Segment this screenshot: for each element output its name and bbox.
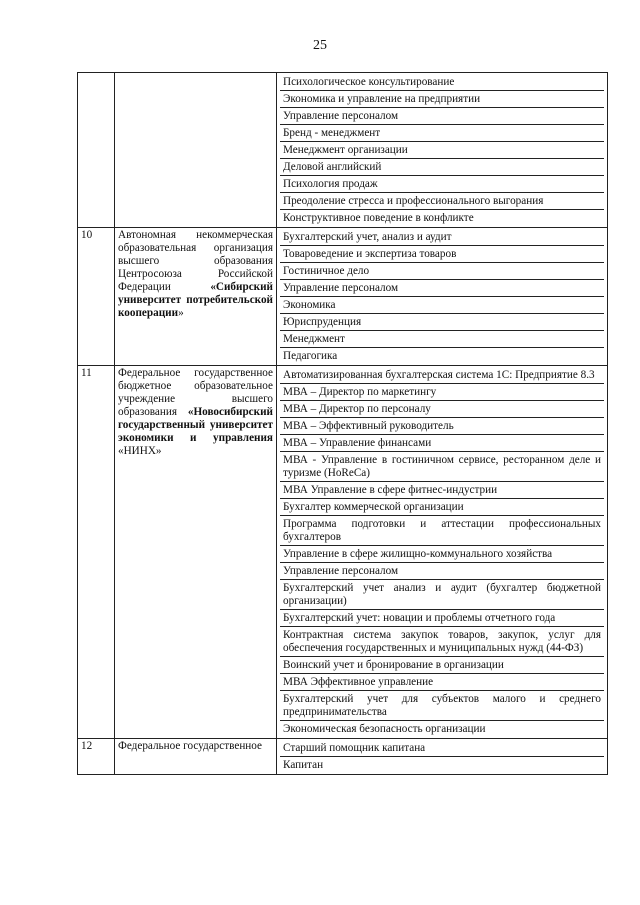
program-row — [280, 401, 604, 418]
program-name: Бухгалтерский учет, анализ и аудит — [283, 231, 452, 243]
table-row — [78, 73, 608, 228]
program-name: МВА – Эффективный руководитель — [280, 418, 604, 435]
program-name: Менеджмент — [280, 331, 604, 348]
organization-name-bold: «Новосибирский государственный университет экономики и управления — [118, 406, 273, 444]
program-row — [280, 108, 604, 125]
programs-cell — [277, 73, 608, 228]
organization-name: Федеральное государственное бюджетное образовательное учреждение высшего образования — [118, 367, 273, 418]
organizations-table — [77, 72, 608, 775]
program-name: Бухгалтерский учет: новации и проблемы отчетного года — [280, 610, 604, 627]
program-row — [280, 367, 604, 384]
program-row — [280, 721, 604, 738]
program-name: Старший помощник капитана — [283, 742, 426, 754]
program-row — [280, 142, 604, 159]
program-row — [280, 563, 604, 580]
program-row — [280, 546, 604, 563]
program-name: МВА Управление в сфере фитнес-индустрии — [280, 482, 604, 499]
program-name: МВА – Директор по персоналу — [280, 401, 604, 418]
program-name: Бухгалтерский учет для субъектов малого и среднего предпринимательства — [280, 691, 604, 721]
program-name: Капитан — [280, 757, 604, 774]
program-name: Психологическое консультирование — [283, 76, 455, 88]
program-name: Психология продаж — [280, 176, 604, 193]
programs-list — [280, 367, 604, 737]
program-row — [280, 331, 604, 348]
program-row — [280, 125, 604, 142]
program-row — [280, 452, 604, 482]
program-row — [280, 91, 604, 108]
organization-cell — [115, 366, 277, 739]
program-row — [280, 516, 604, 546]
row-number: 10 — [78, 228, 115, 366]
program-name: Менеджмент организации — [280, 142, 604, 159]
program-name: Товароведение и экспертиза товаров — [280, 246, 604, 263]
programs-cell — [277, 739, 608, 775]
program-row — [280, 418, 604, 435]
program-name: МВА Эффективное управление — [280, 674, 604, 691]
program-name: Управление в сфере жилищно-коммунального хозяйства — [280, 546, 604, 563]
program-name: МВА – Управление финансами — [280, 435, 604, 452]
program-row — [280, 280, 604, 297]
programs-cell — [277, 228, 608, 366]
organization-name-suffix: «НИНХ» — [118, 445, 162, 457]
program-row — [280, 580, 604, 610]
program-row — [280, 757, 604, 774]
page-number: 25 — [313, 38, 327, 53]
program-row — [280, 159, 604, 176]
organization-name-suffix: » — [178, 307, 184, 319]
program-row — [280, 740, 604, 757]
program-row — [280, 193, 604, 210]
program-row — [280, 314, 604, 331]
program-row — [280, 246, 604, 263]
program-name: Управление персоналом — [280, 108, 604, 125]
program-name: Экономика — [280, 297, 604, 314]
program-row — [280, 348, 604, 365]
program-name: Гостиничное дело — [280, 263, 604, 280]
program-name: Воинский учет и бронирование в организации — [280, 657, 604, 674]
program-row — [280, 263, 604, 280]
program-name: Деловой английский — [280, 159, 604, 176]
row-number — [78, 73, 115, 228]
program-row — [280, 384, 604, 401]
table-row — [78, 366, 608, 739]
program-row — [280, 482, 604, 499]
programs-list — [280, 74, 604, 226]
program-row — [280, 74, 604, 91]
program-name: Управление персоналом — [280, 280, 604, 297]
program-row — [280, 176, 604, 193]
program-name: Управление персоналом — [280, 563, 604, 580]
table-row — [78, 739, 608, 775]
program-row — [280, 674, 604, 691]
programs-list — [280, 740, 604, 773]
program-name: Экономическая безопасность организации — [280, 721, 604, 738]
row-number: 12 — [78, 739, 115, 775]
program-name: Контрактная система закупок товаров, закупок, услуг для обеспечения государственных и муниципальных нужд (44-ФЗ) — [280, 627, 604, 657]
program-row — [280, 229, 604, 246]
programs-cell — [277, 366, 608, 739]
program-name: Бухгалтер коммерческой организации — [280, 499, 604, 516]
program-name: Конструктивное поведение в конфликте — [280, 210, 604, 227]
table-row — [78, 228, 608, 366]
organization-cell — [115, 228, 277, 366]
program-row — [280, 691, 604, 721]
program-row — [280, 499, 604, 516]
organization-name: Автономная некоммерческая образовательная организация высшего образования Центросоюза Российской Федерации — [118, 229, 273, 293]
program-name: МВА – Директор по маркетингу — [280, 384, 604, 401]
program-name: Юриспруденция — [280, 314, 604, 331]
program-name: Бренд - менеджмент — [280, 125, 604, 142]
program-name: Автоматизированная бухгалтерская система 1С: Предприятие 8.3 — [283, 369, 595, 381]
program-row — [280, 435, 604, 452]
program-name: Программа подготовки и аттестации профессиональных бухгалтеров — [280, 516, 604, 546]
program-row — [280, 297, 604, 314]
program-name: Педагогика — [280, 348, 604, 365]
organization-name-bold: «Сибирский университет потребительской кооперации — [118, 281, 273, 319]
program-row — [280, 610, 604, 627]
organization-cell — [115, 73, 277, 228]
programs-list — [280, 229, 604, 364]
organization-name: Федеральное государственное — [118, 740, 262, 752]
program-name: Экономика и управление на предприятии — [280, 91, 604, 108]
program-row — [280, 657, 604, 674]
program-row — [280, 210, 604, 227]
program-name: Бухгалтерский учет анализ и аудит (бухгалтер бюджетной организации) — [280, 580, 604, 610]
program-name: МВА - Управление в гостиничном сервисе, ресторанном деле и туризме (HoReCa) — [280, 452, 604, 482]
program-name: Преодоление стресса и профессионального выгорания — [280, 193, 604, 210]
row-number: 11 — [78, 366, 115, 739]
program-row — [280, 627, 604, 657]
organization-cell — [115, 739, 277, 775]
